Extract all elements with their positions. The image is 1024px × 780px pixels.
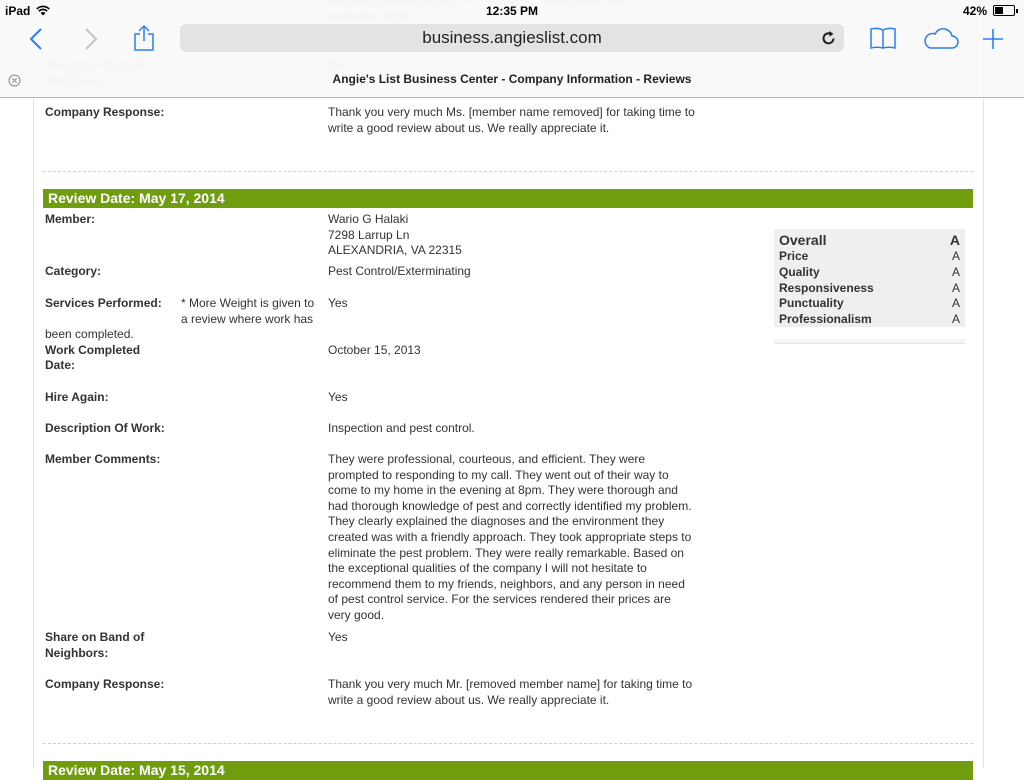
- next-review-date-header: Review Date: May 15, 2014: [43, 761, 973, 780]
- prev-company-response-label: Company Response:: [45, 105, 165, 119]
- address-bar[interactable]: [180, 24, 844, 52]
- tab-title[interactable]: Angie's List Business Center - Company Information - Reviews: [332, 72, 692, 86]
- hire-again-value: Yes: [328, 390, 348, 404]
- browser-chrome: [0, 0, 1024, 98]
- back-icon[interactable]: [28, 28, 44, 50]
- review-date-header: Review Date: May 17, 2014: [43, 189, 973, 208]
- description-value: Inspection and pest control.: [328, 421, 475, 435]
- work-completed-label-2: Date:: [45, 358, 76, 372]
- work-completed-label: Work Completed: [45, 343, 141, 357]
- rating-label: Professionalism: [779, 312, 872, 327]
- review-divider: [43, 171, 973, 172]
- comment-line: of pest control service. For the services rendered their prices are: [328, 592, 671, 607]
- rating-row-quality: [779, 265, 960, 281]
- rating-row-overall: [779, 232, 960, 249]
- bookmarks-icon[interactable]: [870, 27, 896, 49]
- company-response-line-1: Thank you very much Mr. [removed member name] for taking time to: [328, 677, 693, 691]
- battery-fill: [995, 7, 1003, 14]
- prev-company-response-line-2: write a good review about us. We really appreciate it.: [328, 121, 610, 135]
- reload-icon[interactable]: [821, 30, 836, 46]
- rating-label: Quality: [779, 264, 820, 279]
- new-tab-icon[interactable]: [982, 28, 1004, 50]
- services-performed-label: Services Performed:: [45, 296, 162, 310]
- comment-line: recommend them to my friends, neighbors, and any person in need: [328, 576, 685, 591]
- comment-line: very good.: [328, 607, 385, 622]
- battery-icon: [993, 5, 1015, 16]
- share-icon[interactable]: [133, 24, 155, 52]
- comment-line: had thorough knowledge of pest and correctly identified my problem.: [328, 498, 692, 513]
- company-response-line-2: write a good review about us. We really appreciate it.: [328, 693, 610, 707]
- member-address-2: ALEXANDRIA, VA 22315: [328, 243, 462, 257]
- company-response-label: Company Response:: [45, 677, 165, 691]
- rating-row-professionalism: [779, 312, 960, 328]
- services-note-line-3: been completed.: [45, 327, 134, 341]
- comment-line: eliminate the pest problem. They were really remarkable. Based on: [328, 545, 684, 560]
- share-label-2: Neighbors:: [45, 646, 109, 660]
- rating-grade: A: [951, 249, 960, 263]
- description-label: Description Of Work:: [45, 421, 165, 435]
- member-label: Member:: [45, 212, 96, 226]
- member-address-1: 7298 Larrup Ln: [328, 228, 410, 242]
- member-comments-label: Member Comments:: [45, 452, 161, 466]
- comment-line: created was with a friendly approach. They took appropriate steps to: [328, 529, 692, 544]
- comment-line: prompted to responding to my call. They went out of their way to: [328, 467, 669, 482]
- rating-grade: A: [951, 264, 960, 279]
- category-value: Pest Control/Exterminating: [328, 264, 471, 278]
- comment-line: They clearly explained the diagnoses and the environment they: [328, 514, 665, 529]
- member-name: Wario G Halaki: [328, 212, 409, 226]
- category-label: Category:: [45, 264, 102, 278]
- services-note-line-1: * More Weight is given to: [181, 296, 315, 310]
- hire-again-label: Hire Again:: [45, 390, 109, 404]
- rating-row-punctuality: [779, 296, 960, 312]
- rating-label: Punctuality: [779, 296, 844, 311]
- comment-line: come to my home in the evening at 8pm. They were thorough and: [328, 483, 678, 498]
- battery-percent: 42%: [963, 4, 988, 18]
- services-note-line-2: a review where work has: [181, 312, 314, 326]
- device-name: iPad: [5, 4, 31, 18]
- rating-grade: A: [951, 280, 960, 295]
- rating-grade: A: [951, 296, 960, 311]
- ratings-box: [774, 229, 965, 327]
- forward-icon[interactable]: [83, 28, 99, 50]
- url-text: business.angieslist.com: [422, 28, 602, 47]
- share-value: Yes: [328, 630, 348, 644]
- work-completed-value: October 15, 2013: [328, 343, 421, 357]
- rating-grade: A: [949, 232, 960, 248]
- review-divider: [43, 743, 973, 744]
- rating-row-responsiveness: [779, 281, 960, 297]
- services-performed-value: Yes: [328, 296, 348, 310]
- share-label: Share on Band of: [45, 630, 145, 644]
- comment-line: the exceptional qualities of the company I will not hesitate to: [328, 561, 647, 576]
- prev-company-response-line-1: Thank you very much Ms. [member name removed] for taking time to: [328, 105, 695, 119]
- status-time: 12:35 PM: [485, 4, 539, 18]
- member-comments: [328, 452, 692, 624]
- rating-grade: A: [951, 312, 960, 327]
- ratings-box-footer: [774, 339, 965, 344]
- rating-label: Price: [779, 249, 809, 263]
- rating-label: Responsiveness: [779, 280, 874, 295]
- comment-line: They were professional, courteous, and efficient. They were: [328, 452, 646, 466]
- rating-label: Overall: [779, 232, 827, 248]
- icloud-tabs-icon[interactable]: [922, 28, 959, 50]
- rating-row-price: [779, 249, 960, 265]
